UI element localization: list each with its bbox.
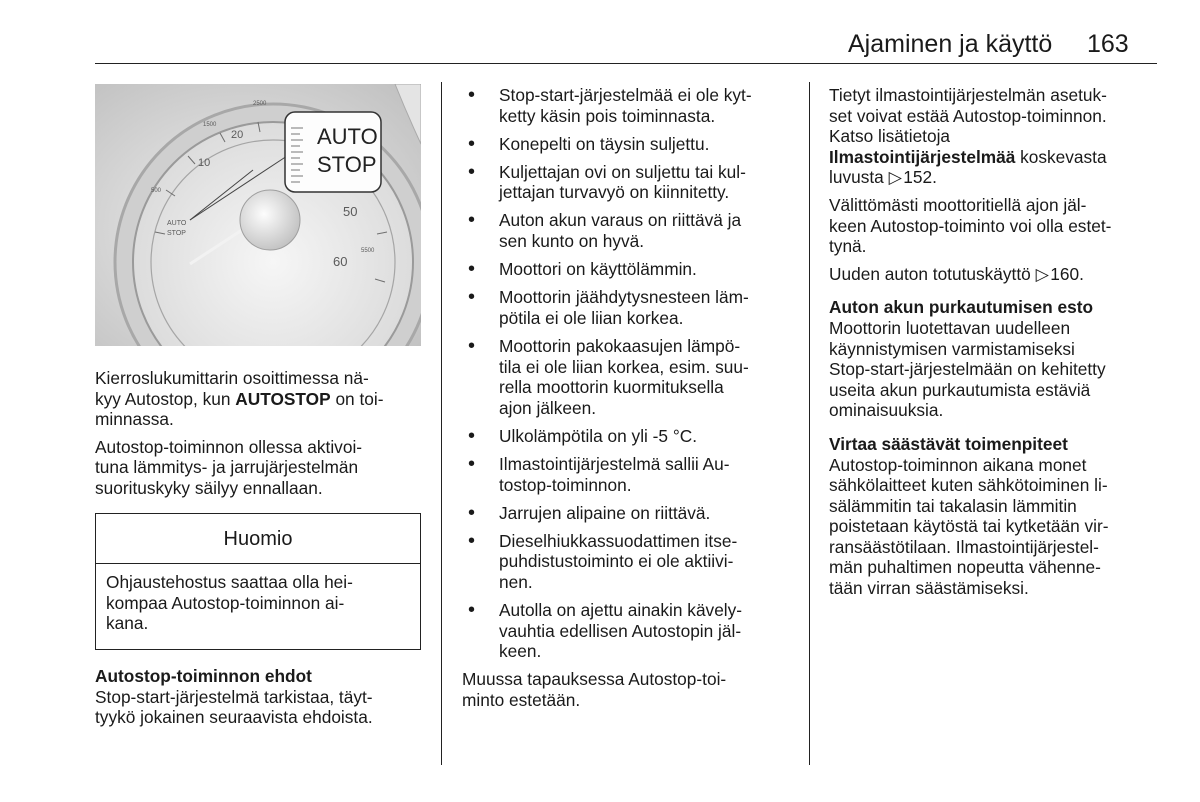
running-header: Ajaminen ja käyttö bbox=[848, 30, 1053, 58]
list-item: • Ilmastointijärjestelmä sallii Au- tostop-toiminnon. bbox=[462, 454, 797, 495]
list-item: • Stop-start-järjestelmää ei ole kyt- ketty käsin pois toiminnasta. bbox=[462, 85, 797, 126]
list-item: • Auton akun varaus on riittävä ja sen kunto on hyvä. bbox=[462, 210, 797, 251]
dial-autostop-line2: STOP bbox=[167, 230, 186, 237]
list-item: • Ulkolämpötila on yli -5 °C. bbox=[462, 426, 797, 447]
closing-paragraph: Muussa tapauksessa Autostop-toi- minto estetään. bbox=[462, 669, 727, 710]
scale-label-50: 50 bbox=[343, 204, 358, 219]
page-ref-152[interactable]: 152. bbox=[903, 167, 937, 188]
list-item: • Moottorin jäähdytysnesteen läm- pötila ei ole liian korkea. bbox=[462, 287, 797, 328]
tachometer-illustration bbox=[95, 84, 421, 346]
scale-small-2500: 2500 bbox=[253, 101, 267, 107]
figure-caption: Kierroslukumittarin osoittimessa nä- kyy Autostop, kun AUTOSTOP on toi- minnassa. bbox=[95, 368, 384, 430]
conditions-list bbox=[462, 85, 797, 662]
scale-label-60: 60 bbox=[333, 254, 348, 269]
list-item: • Moottori on käyttölämmin. bbox=[462, 259, 797, 280]
page-number: 163 bbox=[1087, 30, 1129, 58]
page-ref-arrow-icon: ▷ bbox=[1035, 263, 1051, 284]
column-divider-left bbox=[441, 82, 442, 765]
middle-column bbox=[462, 85, 797, 710]
right-column bbox=[829, 85, 1164, 599]
list-item: • Dieselhiukkassuodattimen itse- puhdistustoiminto ei ole aktiivi- nen. bbox=[462, 531, 797, 593]
section-body-battery-discharge: Moottorin luotettavan uudelleen käynnistymisen varmistamiseksi Stop-start-järjestelmään on kehitetty useita akun purkautumista estäviä ominaisuuksia. bbox=[829, 317, 1106, 421]
notice-body: Ohjaustehostus saattaa olla hei- kompaa Autostop-toiminnon ai- kana. bbox=[106, 572, 353, 634]
dial-autostop-line1: AUTO bbox=[167, 220, 187, 227]
notice-box bbox=[95, 513, 421, 650]
section-title-power-saving: Virtaa säästävät toimenpiteet bbox=[829, 433, 1068, 454]
page-ref-arrow-icon: ▷ bbox=[888, 167, 904, 188]
column-divider-right bbox=[809, 82, 810, 765]
list-item: • Moottorin pakokaasujen lämpö- tila ei ole liian korkea, esim. suu- rella moottorin kuormituksella ajon jälkeen. bbox=[462, 336, 797, 418]
callout-stop-text: STOP bbox=[317, 152, 377, 177]
notice-title: Huomio bbox=[96, 514, 420, 564]
scale-label-20: 20 bbox=[231, 129, 244, 141]
list-item: • Jarrujen alipaine on riittävä. bbox=[462, 503, 797, 524]
scale-small-5500: 5500 bbox=[361, 248, 375, 254]
section-title-battery-discharge: Auton akun purkautumisen esto bbox=[829, 297, 1094, 318]
scale-label-10: 10 bbox=[198, 157, 211, 169]
left-caption-block bbox=[95, 368, 425, 499]
tachometer-figure bbox=[95, 84, 421, 346]
header-rule bbox=[95, 63, 1157, 64]
needle-hub bbox=[240, 190, 300, 250]
paragraph-climate-settings: Tietyt ilmastointijärjestelmän asetuk- set voivat estää Autostop-toiminnon. Katso lisätietoja Ilmastointijärjestelmää koskevasta luvusta ▷ 152. bbox=[829, 85, 1107, 188]
paragraph-motorway: Välittömästi moottoritiellä ajon jäl- keen Autostop-toiminto voi olla estet- tynä. bbox=[829, 194, 1112, 257]
autostop-term: AUTOSTOP bbox=[235, 388, 331, 409]
section-title-autostop-conditions: Autostop-toiminnon ehdot bbox=[95, 666, 312, 686]
section-body-autostop-conditions: Stop-start-järjestelmä tarkistaa, täyt- tyykö jokainen seuraavista ehdoista. bbox=[95, 686, 373, 728]
list-item: • Kuljettajan ovi on suljettu tai kul- jettajan turvavyö on kiinnitetty. bbox=[462, 162, 797, 203]
section-body-power-saving: Autostop-toiminnon aikana monet sähkölaitteet kuten sähkötoiminen li- sälämmitin tai takalasin lämmitin poistetaan käytöstä tai kytketään vir- ransäästötilaan. Ilmastointijärjestel- män puhaltimen nopeutta vähenne- tään virran säästämiseksi. bbox=[829, 454, 1109, 599]
list-item: • Autolla on ajettu ainakin kävely- vauhtia edellisen Autostopin jäl- keen. bbox=[462, 600, 797, 662]
climate-system-term: Ilmastointijärjestelmää bbox=[829, 146, 1016, 167]
page-ref-160[interactable]: 160. bbox=[1050, 263, 1084, 284]
scale-small-500: 500 bbox=[151, 188, 162, 194]
paragraph-autostop-active: Autostop-toiminnon ollessa aktivoi- tuna lämmitys- ja jarrujärjestelmän suorituskyky säilyy ennallaan. bbox=[95, 436, 363, 498]
list-item: • Konepelti on täysin suljettu. bbox=[462, 134, 797, 155]
paragraph-running-in: Uuden auton totutuskäyttö ▷ 160. bbox=[829, 263, 1084, 284]
callout-auto-text: AUTO bbox=[317, 124, 378, 149]
scale-small-1500: 1500 bbox=[203, 122, 217, 128]
left-section-block bbox=[95, 666, 425, 728]
